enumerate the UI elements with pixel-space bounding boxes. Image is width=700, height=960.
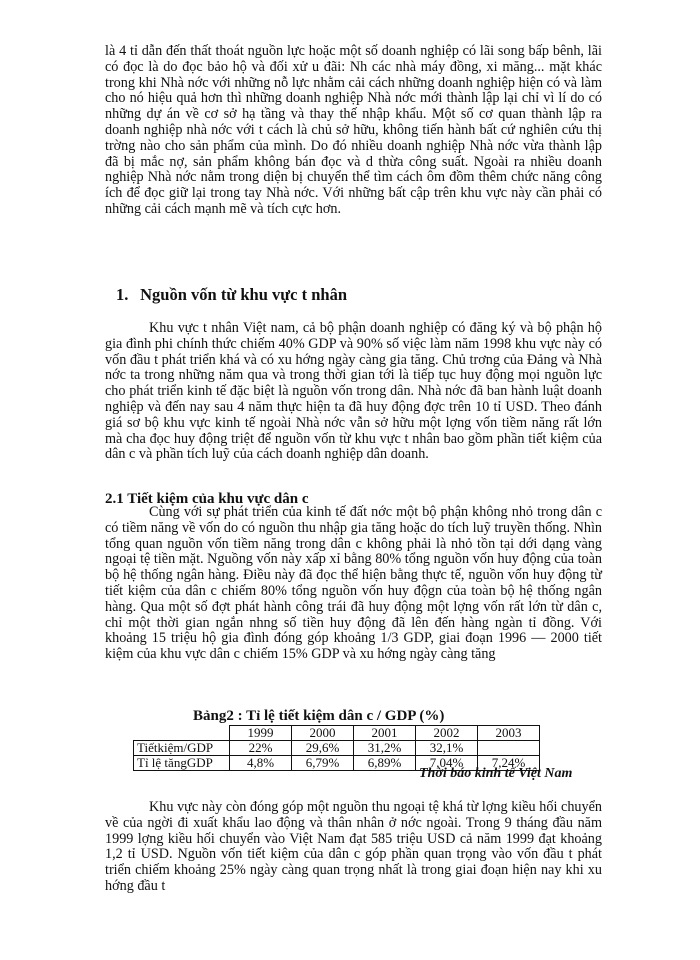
year-header: 2001 xyxy=(354,726,416,741)
table-cell xyxy=(478,741,540,756)
table-cell: 7,04% xyxy=(416,756,478,771)
table-cell: 4,8% xyxy=(230,756,292,771)
table-cell: 31,2% xyxy=(354,741,416,756)
table-cell: 29,6% xyxy=(292,741,354,756)
year-header: 2003 xyxy=(478,726,540,741)
paragraph-kieu-hoi: Khu vực này còn đóng góp một nguồn thu ngoại tệ khá từ lợng kiều hối chuyển về của ngời đi xuất khẩu lao động và thân nhân ở nớc ngoài. Trong 9 tháng đầu năm 1999 lợng kiều hối chuyển vào Việt Nam đạt 585 triệu USD cả năm 1999 đạt khoảng 1,2 tỉ USD. Nguồn vốn tiết kiệm của dân c góp phần quan trọng vào vốn đầu t phát triển chiếm khoảng 25% ngày càng quan trọng nhất là trong giai đoạn hiện nay khi xu hớng đầu t xyxy=(105,799,602,894)
year-header: 1999 xyxy=(230,726,292,741)
table-cell: 22% xyxy=(230,741,292,756)
table-cell: 32,1% xyxy=(416,741,478,756)
section-number: 1. xyxy=(116,285,129,304)
savings-table xyxy=(133,725,540,771)
table-corner-cell xyxy=(134,726,230,741)
table-cell: 6,89% xyxy=(354,756,416,771)
year-header: 2002 xyxy=(416,726,478,741)
table-cell: 7,24% xyxy=(478,756,540,771)
section-title: Nguồn vốn từ khu vực t nhân xyxy=(140,285,347,304)
row-label: Tỉ lệ tăngGDP xyxy=(134,756,230,771)
table-title: Bảng2 : Tỉ lệ tiết kiệm dân c / GDP (%) xyxy=(193,708,445,724)
row-label: Tiếtkiệm/GDP xyxy=(134,741,230,756)
paragraph-tiet-kiem-dan-cu: Cùng với sự phát triển của kinh tế đất nớc một bộ phận không nhỏ trong dân c có tiềm năng về vốn do có nguồn thu nhập gia tăng hoặc do tích luỹ truyền thống. Nhìn tổng quan nguồn vốn tiềm năng trong dân c không phải là nhỏ tồn tại dới dạng vàng ngoại tệ tiền mặt. Nguồng vốn này xấp xỉ bằng 80% tổng nguồn vốn huy động của toàn bộ hệ thống ngân hàng. Điều này đã đọc thể hiện bằng thực tế, nguồn vốn huy động từ tiết kiệm của dân c chiếm 80% tổng nguồn vốn huy độgn của toàn bộ hệ thống ngân hàng. Qua một số đợt phát hành công trái đã huy động một lợng vốn rất lớn từ dân c, chỉ một thời gian ngắn nhng số tiền huy động đã lên đến hàng ngàn tỉ đồng. Với khoảng 15 triệu hộ gia đình đóng góp khoảng 1/3 GDP, giai đoạn 1996 — 2000 tiết kiệm của khu vực dân c chiếm 15% GDP và xu hớng ngày càng tăng xyxy=(105,504,602,663)
table-cell: 6,79% xyxy=(292,756,354,771)
paragraph-khu-vuc-tu-nhan: Khu vực t nhân Việt nam, cả bộ phận doanh nghiệp có đăng ký và bộ phận hộ gia đình phi chính thức chiếm 40% GDP và 90% số việc làm năm 1998 khu vực này có vốn đầu t phát triển khá và có xu hớng ngày càng gia tăng. Chủ trơng của Đảng và Nhà nớc ta trong những năm qua và trong thời gian tới là tiếp tục huy động mọi nguồn lực cho phát triển kinh tế đặc biệt là nguồn vốn trong dân. Nhà nớc đã ban hành luật doanh nghiệp và đến nay sau 4 năm thực hiện ta đã huy động đợc trên 10 tỉ USD. Theo đánh giá sơ bộ khu vực kinh tế ngoài Nhà nớc vẫn sở hữu một lợng vốn tiềm năng rất lớn mà cha đọc huy động triệt để nguồn vốn từ khu vực t nhân bao gồm phần tiết kiệm của dân c và phần tích luỹ của cách doanh nghiệp dân doanh. xyxy=(105,320,602,463)
section-heading-1 xyxy=(116,285,347,305)
paragraph-doanh-nghiep-nha-nuoc: là 4 tỉ dẫn đến thất thoát nguồn lực hoặc một số doanh nghiệp có lãi song bấp bênh, lãi có đọc là do đọc bảo hộ và đối xử u đãi: Nh các nhà máy đồng, xi măng... mặt khác trong khi Nhà nớc với những nỗ lực nhằm cải cách những doanh nghiệp hiện có và làm cho nó hiệu quả hơn thì những doanh nghiệp Nhà nớc mới thành lập lại chỉ vì lí do có những dự án về cơ sở hạ tầng và thay thế nhập khẩu. Một số cơ quan thành lập ra doanh nghiệp nhà nớc với t cách là chủ sở hữu, không tiến hành bất cứ nghiên cứu thị trờng nào cho sản phẩm của mình. Do đó nhiều doanh nghiệp Nhà nớc vừa thành lập đã bị mắc nợ, sản phẩm không bán đọc và d thừa công suất. Ngoài ra nhiều doanh nghiệp Nhà nớc nằm trong diện bị chuyển thể tìm cách ôm đồm thêm chức năng công ích để đọc giữ lại trong tay Nhà nớc. Với những bất cập trên khu vực này cần phải có những cải cách mạnh mẽ và tích cực hơn. xyxy=(105,43,602,217)
subsection-heading-2-1: 2.1 Tiết kiệm của khu vực dân c xyxy=(105,491,309,507)
year-header: 2000 xyxy=(292,726,354,741)
table-header-row xyxy=(134,726,540,741)
table-source: Thời báo kinh tế Việt Nam xyxy=(419,766,573,781)
table-row xyxy=(134,741,540,756)
